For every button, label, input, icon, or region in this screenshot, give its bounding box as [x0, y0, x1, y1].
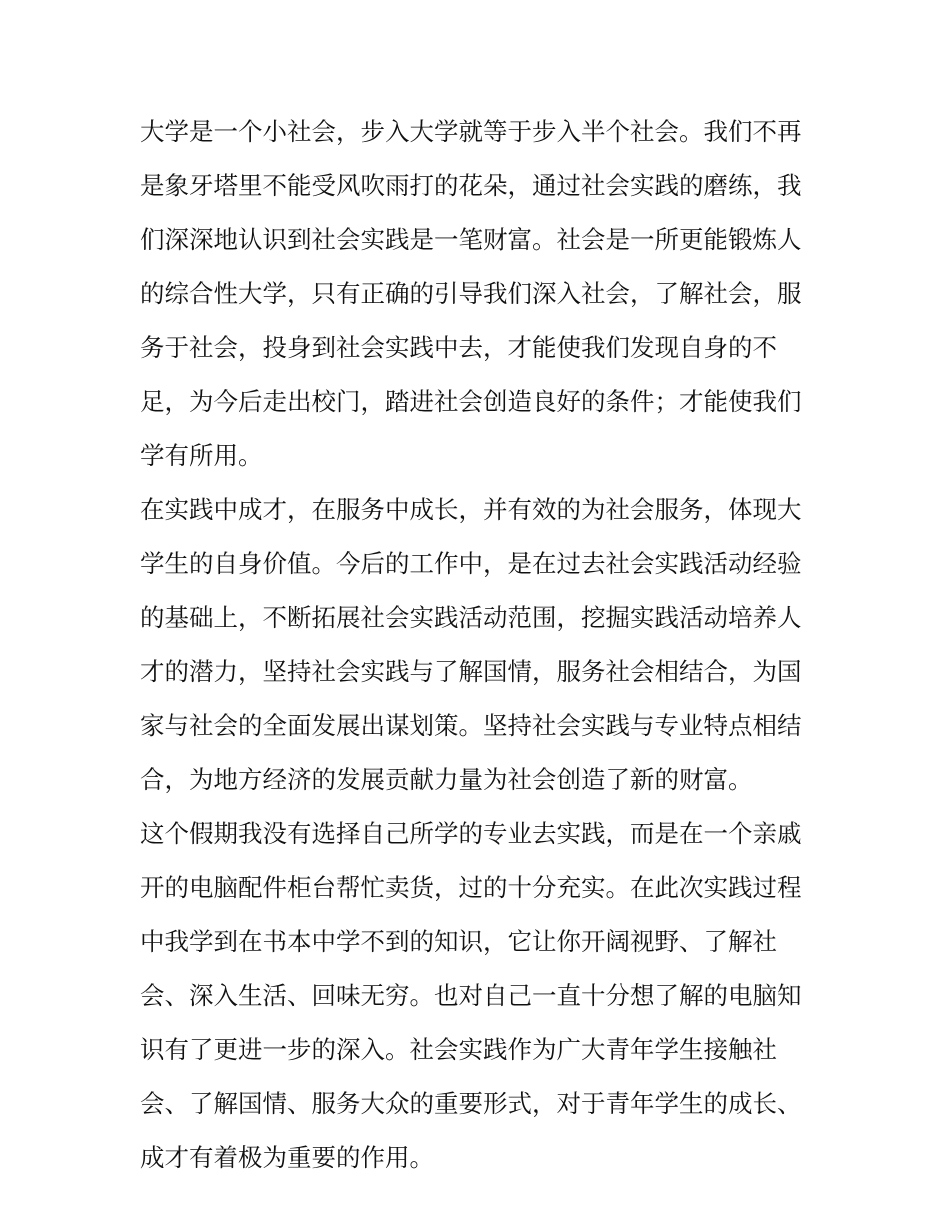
text-line: 会、了解国情、服务大众的重要形式，对于青年学生的成长、: [140, 1089, 802, 1118]
text-line: 大学是一个小社会，步入大学就等于步入半个社会。我们不再: [140, 117, 802, 146]
text-line: 学生的自身价值。今后的工作中，是在过去社会实践活动经验: [140, 549, 802, 578]
paragraph-1: [140, 105, 820, 483]
text-line: 识有了更进一步的深入。社会实践作为广大青年学生接触社: [140, 1035, 777, 1064]
text-line: 足，为今后走出校门，踏进社会创造良好的条件；才能使我们: [140, 387, 802, 416]
text-line: 合，为地方经济的发展贡献力量为社会创造了新的财富。: [140, 765, 753, 794]
text-line: 务于社会，投身到社会实践中去，才能使我们发现自身的不: [140, 333, 777, 362]
paragraph-3: [140, 807, 820, 1185]
paragraph-2: [140, 483, 820, 807]
text-line: 学有所用。: [140, 441, 263, 470]
text-line: 的基础上，不断拓展社会实践活动范围，挖掘实践活动培养人: [140, 603, 802, 632]
text-line: 这个假期我没有选择自己所学的专业去实践，而是在一个亲戚: [140, 819, 802, 848]
text-line: 们深深地认识到社会实践是一笔财富。社会是一所更能锻炼人: [140, 225, 802, 254]
text-line: 开的电脑配件柜台帮忙卖货，过的十分充实。在此次实践过程: [140, 873, 802, 902]
text-line: 会、深入生活、回味无穷。也对自己一直十分想了解的电脑知: [140, 981, 802, 1010]
document-body: [140, 105, 820, 1185]
text-line: 才的潜力，坚持社会实践与了解国情，服务社会相结合，为国: [140, 657, 802, 686]
text-line: 在实践中成才，在服务中成长，并有效的为社会服务，体现大: [140, 495, 802, 524]
text-line: 是象牙塔里不能受风吹雨打的花朵，通过社会实践的磨练，我: [140, 171, 802, 200]
text-line: 的综合性大学，只有正确的引导我们深入社会，了解社会，服: [140, 279, 802, 308]
text-line: 中我学到在书本中学不到的知识，它让你开阔视野、了解社: [140, 927, 777, 956]
text-line: 家与社会的全面发展出谋划策。坚持社会实践与专业特点相结: [140, 711, 802, 740]
text-line: 成才有着极为重要的作用。: [140, 1143, 434, 1172]
